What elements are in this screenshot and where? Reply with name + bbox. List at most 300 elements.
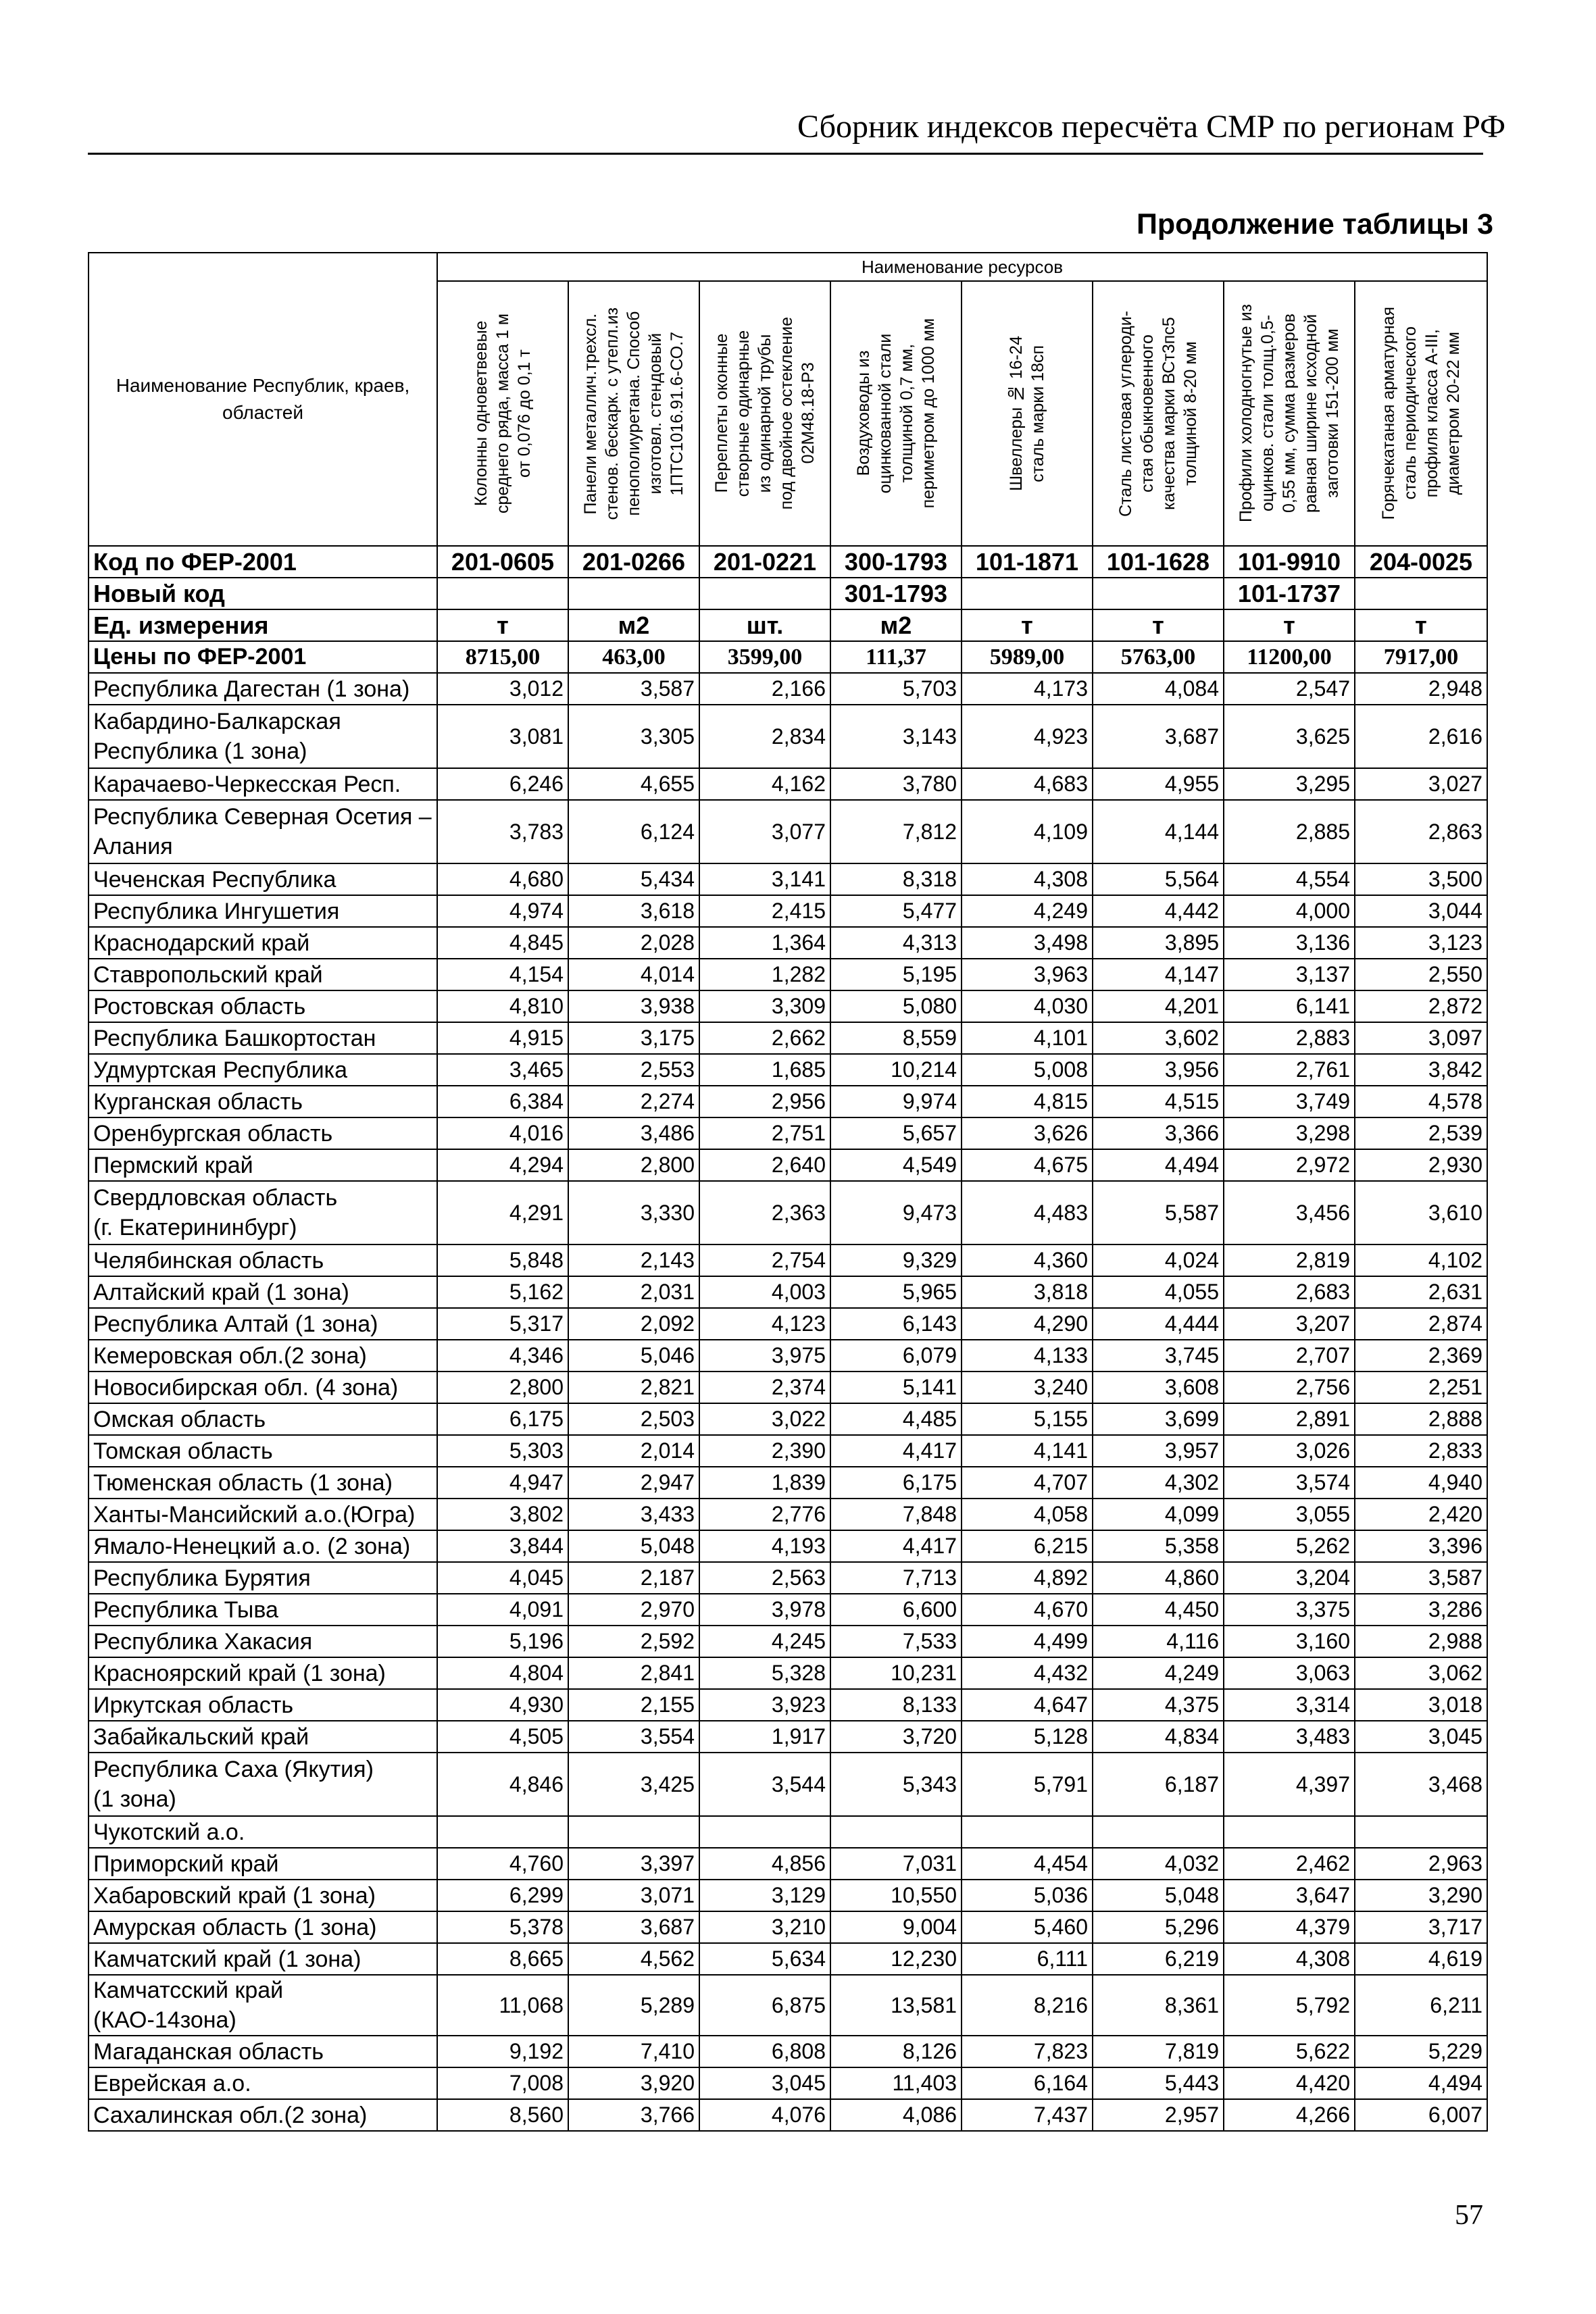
index-value: 4,003	[699, 1276, 830, 1308]
index-value: 5,229	[1355, 2036, 1487, 2067]
index-value: 9,473	[830, 1181, 962, 1244]
region-name: Камчатский край (1 зона)	[89, 1943, 437, 1975]
index-value: 3,780	[830, 768, 962, 800]
index-value: 4,815	[962, 1086, 1093, 1117]
unit-cell: м2	[568, 609, 699, 641]
resource-name: Переплеты оконные створные одинарные из одинарной трубы под двойное остекление 02М48.18-Р3	[712, 317, 818, 510]
index-value: 5,008	[962, 1054, 1093, 1086]
index-value: 8,559	[830, 1022, 962, 1054]
table-row	[89, 1530, 1487, 1562]
index-value: 4,000	[1224, 895, 1355, 927]
index-value: 8,318	[830, 863, 962, 895]
index-value: 4,032	[1093, 1848, 1224, 1880]
index-value: 4,845	[437, 927, 568, 959]
index-value: 4,515	[1093, 1086, 1224, 1117]
index-value: 5,848	[437, 1244, 568, 1276]
index-value: 4,680	[437, 863, 568, 895]
index-value: 4,670	[962, 1594, 1093, 1626]
region-name: Курганская область	[89, 1086, 437, 1117]
table-row	[89, 1594, 1487, 1626]
table-row	[89, 705, 1487, 768]
table-row	[89, 2036, 1487, 2067]
index-value: 2,776	[699, 1499, 830, 1530]
index-value: 5,703	[830, 673, 962, 705]
table-row	[89, 927, 1487, 959]
resource-header-wrap	[962, 282, 1092, 545]
table-row	[89, 1117, 1487, 1149]
index-value: 9,974	[830, 1086, 962, 1117]
table-row	[89, 1562, 1487, 1594]
index-value: 3,610	[1355, 1181, 1487, 1244]
index-value: 3,717	[1355, 1911, 1487, 1943]
index-value: 3,687	[568, 1911, 699, 1943]
index-value: 4,804	[437, 1657, 568, 1689]
fer-code-label: Код по ФЕР-2001	[89, 546, 437, 578]
index-value: 3,129	[699, 1880, 830, 1911]
index-value: 3,465	[437, 1054, 568, 1086]
index-value: 2,415	[699, 895, 830, 927]
unit-cell: м2	[830, 609, 962, 641]
index-value: 4,154	[437, 959, 568, 990]
index-value: 3,286	[1355, 1594, 1487, 1626]
index-value: 2,640	[699, 1149, 830, 1181]
index-value: 4,483	[962, 1181, 1093, 1244]
index-value: 4,834	[1093, 1721, 1224, 1753]
index-value: 2,930	[1355, 1149, 1487, 1181]
index-value: 7,812	[830, 800, 962, 863]
table-row	[89, 800, 1487, 863]
index-value: 3,587	[1355, 1562, 1487, 1594]
index-value: 4,856	[699, 1848, 830, 1880]
table-row	[89, 1244, 1487, 1276]
index-value: 2,374	[699, 1372, 830, 1403]
index-value: 5,477	[830, 895, 962, 927]
unit-cell: т	[437, 609, 568, 641]
region-name: Ставропольский край	[89, 959, 437, 990]
new-code-cell	[437, 578, 568, 609]
index-value: 2,883	[1224, 1022, 1355, 1054]
index-value: 4,379	[1224, 1911, 1355, 1943]
index-value: 8,133	[830, 1689, 962, 1721]
index-value: 4,549	[830, 1149, 962, 1181]
index-value: 3,022	[699, 1403, 830, 1435]
index-value: 3,045	[1355, 1721, 1487, 1753]
resource-column-header	[962, 281, 1093, 546]
index-value: 2,014	[568, 1435, 699, 1467]
index-value: 4,141	[962, 1435, 1093, 1467]
index-value: 5,587	[1093, 1181, 1224, 1244]
index-value: 4,249	[1093, 1657, 1224, 1689]
index-value: 4,655	[568, 768, 699, 800]
region-name: Пермский край	[89, 1149, 437, 1181]
index-value: 4,562	[568, 1943, 699, 1975]
resource-name: Сталь листовая углероди- стая обыкновенного качества марки ВСт3пс5 толщиной 8-20 мм	[1116, 310, 1200, 517]
index-value: 2,891	[1224, 1403, 1355, 1435]
index-value: 3,375	[1224, 1594, 1355, 1626]
index-value: 2,834	[699, 705, 830, 768]
index-value: 5,080	[830, 990, 962, 1022]
unit-cell: т	[1093, 609, 1224, 641]
index-value: 4,947	[437, 1467, 568, 1499]
resource-header-wrap	[1224, 282, 1354, 545]
index-value: 3,498	[962, 927, 1093, 959]
index-value: 2,841	[568, 1657, 699, 1689]
index-value: 3,625	[1224, 705, 1355, 768]
index-value: 2,031	[568, 1276, 699, 1308]
index-value: 4,123	[699, 1308, 830, 1340]
region-name: Чеченская Республика	[89, 863, 437, 895]
index-value: 4,294	[437, 1149, 568, 1181]
index-value: 3,305	[568, 705, 699, 768]
index-value: 12,230	[830, 1943, 962, 1975]
index-value: 4,892	[962, 1562, 1093, 1594]
table-row	[89, 895, 1487, 927]
index-value: 4,099	[1093, 1499, 1224, 1530]
index-value: 2,553	[568, 1054, 699, 1086]
index-value: 1,282	[699, 959, 830, 990]
index-value: 3,071	[568, 1880, 699, 1911]
index-value: 4,030	[962, 990, 1093, 1022]
index-value: 3,290	[1355, 1880, 1487, 1911]
index-value: 2,957	[1093, 2099, 1224, 2131]
index-value: 3,544	[699, 1753, 830, 1816]
resource-column-header	[1224, 281, 1355, 546]
index-value: 2,833	[1355, 1435, 1487, 1467]
price-cell: 7917,00	[1355, 641, 1487, 673]
index-value: 2,970	[568, 1594, 699, 1626]
region-name: Оренбургская область	[89, 1117, 437, 1149]
region-name: Хабаровский край (1 зона)	[89, 1880, 437, 1911]
index-value: 3,055	[1224, 1499, 1355, 1530]
new-code-cell	[568, 578, 699, 609]
index-value: 3,077	[699, 800, 830, 863]
index-value: 3,027	[1355, 768, 1487, 800]
index-value: 5,564	[1093, 863, 1224, 895]
table-row	[89, 1848, 1487, 1880]
index-value: 3,298	[1224, 1117, 1355, 1149]
resource-name: Колонны одноветвевые среднего ряда, масса 1 м от 0,076 до 0,1 т	[472, 313, 534, 513]
index-value: 3,137	[1224, 959, 1355, 990]
index-value: 4,499	[962, 1626, 1093, 1657]
region-name: Свердловская область (г. Екатерининбург)	[89, 1181, 437, 1244]
region-name: Республика Алтай (1 зона)	[89, 1308, 437, 1340]
header-rule	[88, 153, 1483, 155]
table-row	[89, 1054, 1487, 1086]
index-value: 13,581	[830, 1975, 962, 2036]
index-value: 2,863	[1355, 800, 1487, 863]
resource-name: Профили холодногнутые из оцинков. стали толщ.0,5- 0,55 мм, сумма размеров равная ширине исходной заготовки 151-200 мм	[1237, 304, 1342, 523]
region-name: Краснодарский край	[89, 927, 437, 959]
fer-code-cell: 204-0025	[1355, 546, 1487, 578]
index-value: 2,963	[1355, 1848, 1487, 1880]
index-value: 3,647	[1224, 1880, 1355, 1911]
index-value: 2,761	[1224, 1054, 1355, 1086]
resource-column-header	[568, 281, 699, 546]
index-value	[1093, 1816, 1224, 1848]
index-value: 2,754	[699, 1244, 830, 1276]
index-value: 2,885	[1224, 800, 1355, 863]
index-value: 3,045	[699, 2067, 830, 2099]
resource-name: Воздуховоды из оцинкованной стали толщиной 0,7 мм, периметром до 1000 мм	[854, 318, 938, 509]
fer-code-cell: 201-0221	[699, 546, 830, 578]
index-value: 2,155	[568, 1689, 699, 1721]
region-name: Чукотский а.о.	[89, 1816, 437, 1848]
index-value: 5,128	[962, 1721, 1093, 1753]
index-value: 11,068	[437, 1975, 568, 2036]
index-value: 4,707	[962, 1467, 1093, 1499]
index-value: 2,707	[1224, 1340, 1355, 1372]
index-value: 6,808	[699, 2036, 830, 2067]
new-code-label: Новый код	[89, 578, 437, 609]
new-code-cell	[1355, 578, 1487, 609]
price-label: Цены по ФЕР-2001	[89, 641, 437, 673]
index-value: 4,086	[830, 2099, 962, 2131]
index-value: 7,713	[830, 1562, 962, 1594]
index-value: 4,162	[699, 768, 830, 800]
index-value: 3,433	[568, 1499, 699, 1530]
index-value: 2,888	[1355, 1403, 1487, 1435]
index-value: 3,574	[1224, 1467, 1355, 1499]
index-value: 4,193	[699, 1530, 830, 1562]
index-value: 2,251	[1355, 1372, 1487, 1403]
price-cell: 111,37	[830, 641, 962, 673]
index-value: 4,055	[1093, 1276, 1224, 1308]
index-value: 1,364	[699, 927, 830, 959]
region-name: Новосибирская обл. (4 зона)	[89, 1372, 437, 1403]
index-value: 3,456	[1224, 1181, 1355, 1244]
index-value: 2,187	[568, 1562, 699, 1594]
resource-name: Швеллеры № 16-24 сталь марки 18сп	[1007, 336, 1047, 491]
index-value: 3,818	[962, 1276, 1093, 1308]
region-name: Челябинская область	[89, 1244, 437, 1276]
index-value: 5,634	[699, 1943, 830, 1975]
table-row	[89, 1975, 1487, 2036]
index-value: 3,143	[830, 705, 962, 768]
index-value: 6,007	[1355, 2099, 1487, 2131]
index-value: 2,800	[437, 1372, 568, 1403]
region-name: Ростовская область	[89, 990, 437, 1022]
index-value: 2,756	[1224, 1372, 1355, 1403]
index-value: 5,195	[830, 959, 962, 990]
index-value: 3,330	[568, 1181, 699, 1244]
index-value: 4,930	[437, 1689, 568, 1721]
index-value: 4,201	[1093, 990, 1224, 1022]
index-value: 2,592	[568, 1626, 699, 1657]
index-value: 4,091	[437, 1594, 568, 1626]
region-name: Алтайский край (1 зона)	[89, 1276, 437, 1308]
index-value: 3,626	[962, 1117, 1093, 1149]
table-row	[89, 1467, 1487, 1499]
index-value: 4,554	[1224, 863, 1355, 895]
index-value: 3,204	[1224, 1562, 1355, 1594]
index-value: 4,760	[437, 1848, 568, 1880]
index-value: 3,062	[1355, 1657, 1487, 1689]
index-value: 4,360	[962, 1244, 1093, 1276]
index-value: 3,425	[568, 1753, 699, 1816]
index-value: 7,819	[1093, 2036, 1224, 2067]
fer-code-cell: 101-1628	[1093, 546, 1224, 578]
index-value: 2,821	[568, 1372, 699, 1403]
resource-header-wrap	[700, 282, 830, 545]
index-value: 4,249	[962, 895, 1093, 927]
index-value: 4,133	[962, 1340, 1093, 1372]
index-value: 3,207	[1224, 1308, 1355, 1340]
index-value: 3,956	[1093, 1054, 1224, 1086]
unit-cell: т	[1224, 609, 1355, 641]
index-value: 3,963	[962, 959, 1093, 990]
running-header: Сборник индексов пересчёта СМР по регионам РФ	[797, 109, 1505, 145]
table-row	[89, 673, 1487, 705]
index-value: 4,308	[1224, 1943, 1355, 1975]
index-value: 4,450	[1093, 1594, 1224, 1626]
index-value: 3,309	[699, 990, 830, 1022]
new-code-cell: 301-1793	[830, 578, 962, 609]
index-value: 5,622	[1224, 2036, 1355, 2067]
index-value: 4,291	[437, 1181, 568, 1244]
index-value: 3,123	[1355, 927, 1487, 959]
index-value: 5,262	[1224, 1530, 1355, 1562]
index-value: 3,097	[1355, 1022, 1487, 1054]
index-value: 2,819	[1224, 1244, 1355, 1276]
index-value: 2,948	[1355, 673, 1487, 705]
index-value: 11,403	[830, 2067, 962, 2099]
resource-header-wrap	[831, 282, 961, 545]
index-value: 2,550	[1355, 959, 1487, 990]
index-value: 9,192	[437, 2036, 568, 2067]
index-value: 4,494	[1355, 2067, 1487, 2099]
index-value: 2,369	[1355, 1340, 1487, 1372]
fer-code-cell: 201-0605	[437, 546, 568, 578]
table-row	[89, 959, 1487, 990]
index-value: 4,810	[437, 990, 568, 1022]
index-value: 3,396	[1355, 1530, 1487, 1562]
index-value: 4,313	[830, 927, 962, 959]
index-value: 4,940	[1355, 1467, 1487, 1499]
region-name: Республика Бурятия	[89, 1562, 437, 1594]
resource-column-header	[830, 281, 962, 546]
region-name: Томская область	[89, 1435, 437, 1467]
table-row	[89, 1816, 1487, 1848]
region-name: Республика Тыва	[89, 1594, 437, 1626]
index-value: 4,147	[1093, 959, 1224, 990]
region-column-header: Наименование Республик, краев, областей	[89, 253, 437, 546]
price-cell: 5763,00	[1093, 641, 1224, 673]
index-value: 5,141	[830, 1372, 962, 1403]
index-value: 4,915	[437, 1022, 568, 1054]
index-value: 2,274	[568, 1086, 699, 1117]
price-cell: 3599,00	[699, 641, 830, 673]
price-cell: 463,00	[568, 641, 699, 673]
new-code-cell	[699, 578, 830, 609]
index-value: 6,111	[962, 1943, 1093, 1975]
table-row	[89, 1911, 1487, 1943]
table-row	[89, 1721, 1487, 1753]
index-value: 4,683	[962, 768, 1093, 800]
index-value: 2,751	[699, 1117, 830, 1149]
index-value: 3,240	[962, 1372, 1093, 1403]
index-value: 2,631	[1355, 1276, 1487, 1308]
index-value: 10,214	[830, 1054, 962, 1086]
index-value: 2,616	[1355, 705, 1487, 768]
index-value: 3,554	[568, 1721, 699, 1753]
index-value: 4,420	[1224, 2067, 1355, 2099]
index-value: 4,955	[1093, 768, 1224, 800]
index-value: 4,923	[962, 705, 1093, 768]
index-value: 3,314	[1224, 1689, 1355, 1721]
index-value: 4,308	[962, 863, 1093, 895]
index-value: 3,766	[568, 2099, 699, 2131]
index-value: 3,468	[1355, 1753, 1487, 1816]
index-value: 6,215	[962, 1530, 1093, 1562]
resource-header-wrap	[1093, 282, 1223, 545]
unit-cell: шт.	[699, 609, 830, 641]
table-row	[89, 1340, 1487, 1372]
region-name: Республика Дагестан (1 зона)	[89, 673, 437, 705]
table-row	[89, 1499, 1487, 1530]
index-value: 1,685	[699, 1054, 830, 1086]
index-value: 3,175	[568, 1022, 699, 1054]
index-value: 3,486	[568, 1117, 699, 1149]
index-value: 6,600	[830, 1594, 962, 1626]
index-value: 4,417	[830, 1530, 962, 1562]
table-row	[89, 1689, 1487, 1721]
table-row	[89, 1308, 1487, 1340]
region-name: Республика Ингушетия	[89, 895, 437, 927]
index-value: 5,792	[1224, 1975, 1355, 2036]
index-value: 8,560	[437, 2099, 568, 2131]
index-value: 5,162	[437, 1276, 568, 1308]
region-name: Республика Северная Осетия – Алания	[89, 800, 437, 863]
index-value: 5,036	[962, 1880, 1093, 1911]
index-value: 6,175	[437, 1403, 568, 1435]
index-value: 2,462	[1224, 1848, 1355, 1880]
unit-cell: т	[1355, 609, 1487, 641]
table-row	[89, 1943, 1487, 1975]
region-name: Карачаево-Черкесская Респ.	[89, 768, 437, 800]
index-value: 4,846	[437, 1753, 568, 1816]
index-value: 3,920	[568, 2067, 699, 2099]
index-value: 4,442	[1093, 895, 1224, 927]
index-value: 3,687	[1093, 705, 1224, 768]
index-value: 4,058	[962, 1499, 1093, 1530]
index-value: 4,290	[962, 1308, 1093, 1340]
table-row	[89, 1276, 1487, 1308]
index-value: 3,397	[568, 1848, 699, 1880]
index-value: 3,483	[1224, 1721, 1355, 1753]
region-name: Тюменская область (1 зона)	[89, 1467, 437, 1499]
region-name: Сахалинская обл.(2 зона)	[89, 2099, 437, 2131]
table-row	[89, 1022, 1487, 1054]
index-value: 3,366	[1093, 1117, 1224, 1149]
index-value: 3,975	[699, 1340, 830, 1372]
resource-header-wrap	[438, 282, 568, 545]
fer-code-cell: 101-1871	[962, 546, 1093, 578]
index-value: 3,141	[699, 863, 830, 895]
resource-name: Панели металлич.трехсл. стенов. бескарк. с утепл.из пенополиуретана. Способ изготовл. стендовый 1ПТС1016.91.6-СО.7	[581, 307, 687, 520]
index-value: 4,173	[962, 673, 1093, 705]
index-value: 5,317	[437, 1308, 568, 1340]
unit-cell: т	[962, 609, 1093, 641]
table-row	[89, 1403, 1487, 1435]
table-row	[89, 990, 1487, 1022]
index-value: 4,101	[962, 1022, 1093, 1054]
index-value: 6,143	[830, 1308, 962, 1340]
index-value: 4,505	[437, 1721, 568, 1753]
index-value: 7,031	[830, 1848, 962, 1880]
index-value: 2,092	[568, 1308, 699, 1340]
table-row	[89, 1181, 1487, 1244]
index-value: 4,076	[699, 2099, 830, 2131]
